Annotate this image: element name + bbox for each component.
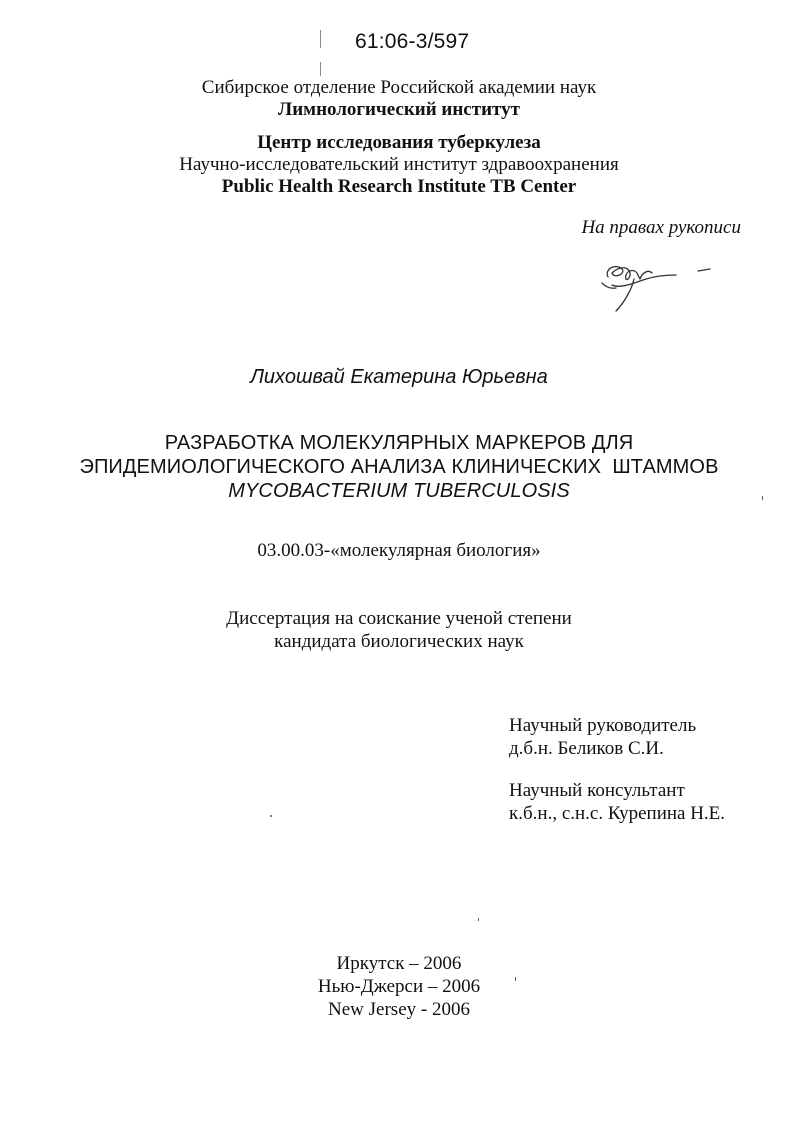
place-new-jersey-ru: Нью-Джерси – 2006 <box>317 976 481 997</box>
scan-speck <box>478 918 479 921</box>
place-irkutsk: Иркутск – 2006 <box>336 953 462 974</box>
degree-line-1: Диссертация на соискание ученой степени <box>226 608 572 629</box>
tb-center-name: Центр исследования туберкулеза <box>257 132 541 153</box>
institute-name: Лимнологический институт <box>278 99 520 120</box>
manuscript-note: На правах рукописи <box>581 217 741 238</box>
scientific-consultant <box>509 779 725 825</box>
scientific-advisor <box>509 714 696 760</box>
scan-mark <box>320 62 321 76</box>
dissertation-title <box>0 431 798 503</box>
advisor-role: Научный руководитель <box>509 715 697 736</box>
academy-branch: Сибирское отделение Российской академии наук <box>201 77 597 98</box>
catalog-number: 61:06-3/597 <box>355 30 470 53</box>
author-name: Лихошвай Екатерина Юрьевна <box>250 366 548 388</box>
advisor-name: д.б.н. Беликов С.И. <box>509 738 664 759</box>
degree-line-2: кандидата биологических наук <box>274 631 524 652</box>
title-line-3: MYCOBACTERIUM TUBERCULOSIS <box>228 480 570 502</box>
consultant-role: Научный консультант <box>509 780 685 801</box>
title-line-1: РАЗРАБОТКА МОЛЕКУЛЯРНЫХ МАРКЕРОВ ДЛЯ <box>164 432 634 454</box>
research-center-block <box>0 132 798 198</box>
health-institute-name: Научно-исследовательский институт здравоохранения <box>179 154 619 175</box>
title-line-2: ЭПИДЕМИОЛОГИЧЕСКОГО АНАЛИЗА КЛИНИЧЕСКИХ ШТАММОВ <box>79 456 719 478</box>
degree-statement <box>0 607 798 653</box>
specialty-code: 03.00.03-«молекулярная биология» <box>257 540 541 561</box>
place-new-jersey-en: New Jersey - 2006 <box>328 999 470 1020</box>
scan-mark <box>320 30 321 48</box>
scan-speck <box>270 815 272 817</box>
organization-block <box>0 77 798 121</box>
place-and-year <box>0 952 798 1021</box>
consultant-name: к.б.н., с.н.с. Курепина Н.Е. <box>509 803 726 824</box>
handwritten-signature <box>594 255 724 320</box>
phri-name: Public Health Research Institute TB Center <box>221 176 577 197</box>
